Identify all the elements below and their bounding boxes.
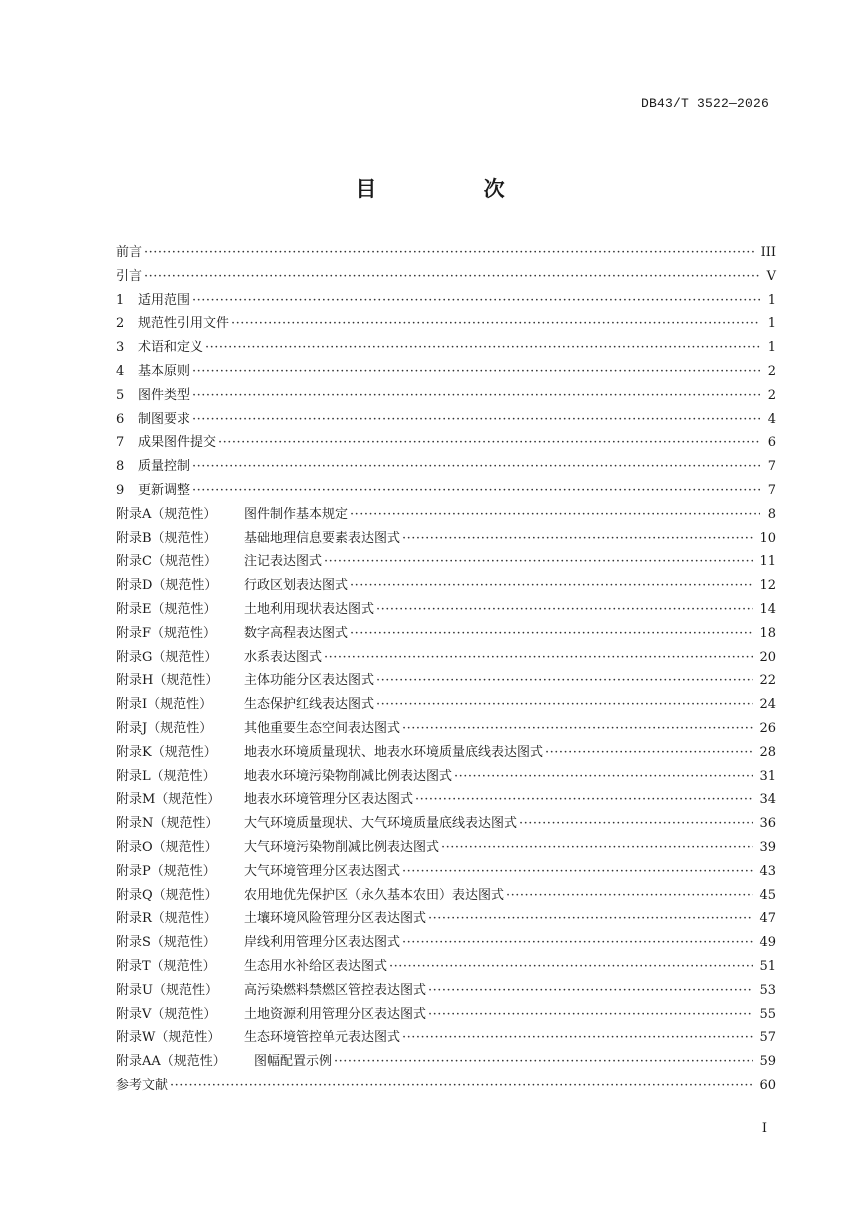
toc-entry[interactable] bbox=[116, 360, 776, 384]
toc-appendix-label: 附录B（规范性） bbox=[116, 530, 217, 546]
toc-entry[interactable] bbox=[116, 1074, 776, 1098]
toc-entry-title: 地表水环境质量现状、地表水环境质量底线表达图式 bbox=[244, 744, 544, 760]
toc-leader-dots bbox=[454, 769, 753, 784]
toc-chapter-number: 3 bbox=[116, 340, 125, 356]
toc-appendix-label: 附录I（规范性） bbox=[116, 697, 213, 713]
toc-entry[interactable] bbox=[116, 1003, 776, 1027]
toc-entry[interactable] bbox=[116, 693, 776, 717]
toc-appendix-label: 附录D（规范性） bbox=[116, 578, 218, 594]
toc-leader-dots bbox=[376, 602, 753, 617]
toc-appendix-label: 附录M（规范性） bbox=[116, 792, 221, 808]
toc-entry-title: 成果图件提交 bbox=[138, 435, 217, 451]
toc-page-number: 60 bbox=[759, 1077, 776, 1093]
toc-entry[interactable] bbox=[116, 479, 776, 503]
toc-leader-dots bbox=[428, 911, 753, 926]
toc-entry-title: 数字高程表达图式 bbox=[244, 625, 349, 641]
toc-appendix-label: 附录V（规范性） bbox=[116, 1006, 217, 1022]
toc-entry[interactable] bbox=[116, 455, 776, 479]
toc-entry-title: 其他重要生态空间表达图式 bbox=[244, 720, 401, 736]
toc-appendix-label: 附录S（规范性） bbox=[116, 935, 216, 951]
toc-appendix-label: 附录Q（规范性） bbox=[116, 887, 218, 903]
toc-appendix-label: 附录G（规范性） bbox=[116, 649, 218, 665]
toc-leader-dots bbox=[376, 673, 753, 688]
toc-leader-dots bbox=[192, 459, 760, 474]
toc-appendix-label: 附录K（规范性） bbox=[116, 744, 217, 760]
toc-entry-title: 水系表达图式 bbox=[244, 649, 323, 665]
toc-page-number: 1 bbox=[767, 340, 776, 356]
toc-page-number: 18 bbox=[759, 625, 776, 641]
toc-appendix-label: 附录N（规范性） bbox=[116, 816, 219, 832]
toc-entry-title: 引言 bbox=[116, 268, 143, 284]
toc-entry-title: 土地利用现状表达图式 bbox=[244, 601, 375, 617]
toc-leader-dots bbox=[402, 721, 753, 736]
toc-title: 目 次 bbox=[355, 177, 555, 201]
toc-entry[interactable] bbox=[116, 289, 776, 313]
toc-page-number: 26 bbox=[759, 720, 776, 736]
toc-chapter-number: 6 bbox=[116, 411, 125, 427]
toc-entry[interactable] bbox=[116, 265, 776, 289]
toc-chapter-number: 2 bbox=[116, 316, 125, 332]
toc-leader-dots bbox=[428, 1007, 753, 1022]
toc-appendix-label: 附录W（规范性） bbox=[116, 1030, 221, 1046]
toc-entry[interactable] bbox=[116, 1050, 776, 1074]
toc-entry[interactable] bbox=[116, 646, 776, 670]
toc-page-number: 20 bbox=[759, 649, 776, 665]
toc-leader-dots bbox=[376, 697, 753, 712]
toc-page-number: 7 bbox=[767, 459, 776, 475]
toc-entry[interactable] bbox=[116, 550, 776, 574]
toc-entry-title: 生态用水补给区表达图式 bbox=[244, 958, 388, 974]
toc-leader-dots bbox=[192, 388, 760, 403]
toc-page-number: 2 bbox=[767, 387, 776, 403]
toc-chapter-number: 1 bbox=[116, 292, 125, 308]
toc-leader-dots bbox=[324, 554, 753, 569]
toc-entry[interactable] bbox=[116, 788, 776, 812]
toc-entry[interactable] bbox=[116, 907, 776, 931]
toc-page-number: 7 bbox=[767, 482, 776, 498]
toc-entry[interactable] bbox=[116, 408, 776, 432]
toc-entry[interactable] bbox=[116, 622, 776, 646]
toc-appendix-label: 附录C（规范性） bbox=[116, 554, 217, 570]
toc-appendix-label: 附录F（规范性） bbox=[116, 625, 217, 641]
toc-leader-dots bbox=[170, 1078, 753, 1093]
toc-page-number: 1 bbox=[767, 292, 776, 308]
toc-leader-dots bbox=[350, 507, 760, 522]
toc-entry-title: 大气环境质量现状、大气环境质量底线表达图式 bbox=[244, 816, 518, 832]
toc-leader-dots bbox=[389, 959, 753, 974]
toc-entry-title: 制图要求 bbox=[138, 411, 191, 427]
toc-entry-title: 岸线利用管理分区表达图式 bbox=[244, 935, 401, 951]
toc-entry[interactable] bbox=[116, 765, 776, 789]
toc-appendix-label: 附录A（规范性） bbox=[116, 506, 217, 522]
toc-entry[interactable] bbox=[116, 312, 776, 336]
toc-page-number: 59 bbox=[759, 1054, 776, 1070]
toc-page-number: 34 bbox=[759, 792, 776, 808]
toc-leader-dots bbox=[192, 483, 760, 498]
toc-leader-dots bbox=[402, 935, 753, 950]
toc-entry[interactable] bbox=[116, 384, 776, 408]
toc-appendix-label: 附录O（规范性） bbox=[116, 839, 218, 855]
toc-leader-dots bbox=[519, 816, 753, 831]
toc-page-number: 1 bbox=[767, 316, 776, 332]
toc-appendix-label: 附录R（规范性） bbox=[116, 911, 217, 927]
toc-page-number: 4 bbox=[767, 411, 776, 427]
toc-entry-title: 大气环境污染物削减比例表达图式 bbox=[244, 839, 440, 855]
toc-entry[interactable] bbox=[116, 979, 776, 1003]
toc-page-number: 24 bbox=[759, 697, 776, 713]
toc-page-number: 22 bbox=[759, 673, 776, 689]
toc-leader-dots bbox=[402, 531, 753, 546]
toc-entry-title: 行政区划表达图式 bbox=[244, 578, 349, 594]
toc-entry[interactable] bbox=[116, 669, 776, 693]
toc-leader-dots bbox=[506, 888, 753, 903]
toc-entry-title: 生态环境管控单元表达图式 bbox=[244, 1030, 401, 1046]
toc-entry-title: 大气环境管理分区表达图式 bbox=[244, 863, 401, 879]
toc-leader-dots bbox=[218, 435, 760, 450]
toc-page-number: 36 bbox=[759, 816, 776, 832]
toc-leader-dots bbox=[402, 864, 753, 879]
toc-page-number: 49 bbox=[759, 935, 776, 951]
toc-entry-title: 基础地理信息要素表达图式 bbox=[244, 530, 401, 546]
toc-leader-dots bbox=[350, 626, 753, 641]
toc-entry-title: 土地资源利用管理分区表达图式 bbox=[244, 1006, 427, 1022]
toc-page-number: 2 bbox=[767, 363, 776, 379]
toc-page-number: 55 bbox=[759, 1006, 776, 1022]
toc-page-number: 12 bbox=[759, 578, 776, 594]
toc-entry-title: 图件类型 bbox=[138, 387, 191, 403]
toc-page-number: 43 bbox=[759, 863, 776, 879]
toc-leader-dots bbox=[231, 316, 760, 331]
toc-leader-dots bbox=[324, 650, 753, 665]
toc-entry[interactable] bbox=[116, 884, 776, 908]
table-of-contents bbox=[116, 241, 776, 1098]
toc-entry-title: 术语和定义 bbox=[138, 340, 204, 356]
toc-appendix-label: 附录J（规范性） bbox=[116, 720, 213, 736]
toc-entry-title: 土壤环境风险管理分区表达图式 bbox=[244, 911, 427, 927]
toc-appendix-label: 附录U（规范性） bbox=[116, 982, 218, 998]
toc-entry[interactable] bbox=[116, 598, 776, 622]
toc-entry[interactable] bbox=[116, 812, 776, 836]
toc-page-number: 10 bbox=[759, 530, 776, 546]
toc-chapter-number: 8 bbox=[116, 459, 125, 475]
toc-entry-title: 高污染燃料禁燃区管控表达图式 bbox=[244, 982, 427, 998]
toc-chapter-number: 5 bbox=[116, 387, 125, 403]
toc-page-number: 51 bbox=[759, 958, 776, 974]
toc-entry[interactable] bbox=[116, 860, 776, 884]
toc-page-number: III bbox=[760, 245, 776, 260]
toc-entry-title: 注记表达图式 bbox=[244, 554, 323, 570]
toc-page-number: V bbox=[766, 268, 776, 284]
toc-entry[interactable] bbox=[116, 574, 776, 598]
toc-appendix-label: 附录AA（规范性） bbox=[116, 1054, 226, 1070]
toc-appendix-label: 附录H（规范性） bbox=[116, 673, 219, 689]
toc-page-number: 57 bbox=[759, 1030, 776, 1046]
toc-entry-title: 地表水环境管理分区表达图式 bbox=[244, 792, 414, 808]
toc-entry[interactable] bbox=[116, 241, 776, 265]
toc-leader-dots bbox=[144, 269, 760, 284]
toc-entry-title: 参考文献 bbox=[116, 1077, 169, 1093]
toc-page-number: 8 bbox=[767, 506, 776, 522]
toc-entry-title: 更新调整 bbox=[138, 482, 191, 498]
toc-entry[interactable] bbox=[116, 955, 776, 979]
toc-entry-title: 质量控制 bbox=[138, 459, 191, 475]
toc-leader-dots bbox=[192, 293, 760, 308]
toc-entry[interactable] bbox=[116, 836, 776, 860]
toc-leader-dots bbox=[144, 245, 755, 260]
toc-appendix-label: 附录L（规范性） bbox=[116, 768, 216, 784]
toc-entry[interactable] bbox=[116, 931, 776, 955]
page-number: I bbox=[761, 1121, 767, 1136]
toc-entry-title: 基本原则 bbox=[138, 363, 191, 379]
toc-chapter-number: 9 bbox=[116, 482, 125, 498]
toc-page-number: 45 bbox=[759, 887, 776, 903]
toc-entry[interactable] bbox=[116, 503, 776, 527]
toc-leader-dots bbox=[545, 745, 753, 760]
toc-entry[interactable] bbox=[116, 717, 776, 741]
document-code: DB43/T 3522—2026 bbox=[640, 96, 769, 111]
toc-leader-dots bbox=[205, 340, 760, 355]
toc-page-number: 39 bbox=[759, 839, 776, 855]
toc-entry-title: 地表水环境污染物削减比例表达图式 bbox=[244, 768, 453, 784]
toc-leader-dots bbox=[192, 364, 760, 379]
toc-leader-dots bbox=[334, 1054, 753, 1069]
toc-entry-title: 主体功能分区表达图式 bbox=[244, 673, 375, 689]
toc-entry[interactable] bbox=[116, 527, 776, 551]
toc-page-number: 11 bbox=[759, 554, 776, 570]
toc-entry[interactable] bbox=[116, 336, 776, 360]
toc-entry-title: 农用地优先保护区（永久基本农田）表达图式 bbox=[244, 887, 505, 903]
toc-appendix-label: 附录T（规范性） bbox=[116, 958, 216, 974]
toc-entry[interactable] bbox=[116, 1026, 776, 1050]
toc-page-number: 6 bbox=[767, 435, 776, 451]
toc-entry-title: 图件制作基本规定 bbox=[244, 506, 349, 522]
toc-entry-title: 生态保护红线表达图式 bbox=[244, 697, 375, 713]
toc-leader-dots bbox=[415, 792, 753, 807]
toc-chapter-number: 4 bbox=[116, 363, 125, 379]
toc-page-number: 31 bbox=[759, 768, 776, 784]
toc-page-number: 53 bbox=[759, 982, 776, 998]
toc-leader-dots bbox=[350, 578, 753, 593]
toc-entry-title: 规范性引用文件 bbox=[138, 316, 230, 332]
toc-page-number: 28 bbox=[759, 744, 776, 760]
toc-entry-title: 适用范围 bbox=[138, 292, 191, 308]
toc-chapter-number: 7 bbox=[116, 435, 125, 451]
toc-page-number: 47 bbox=[759, 911, 776, 927]
toc-leader-dots bbox=[428, 983, 753, 998]
toc-page-number: 14 bbox=[759, 601, 776, 617]
toc-leader-dots bbox=[402, 1030, 753, 1045]
toc-entry-title: 图幅配置示例 bbox=[254, 1054, 333, 1070]
toc-leader-dots bbox=[192, 412, 760, 427]
toc-entry-title: 前言 bbox=[116, 245, 143, 260]
toc-entry[interactable] bbox=[116, 431, 776, 455]
toc-entry[interactable] bbox=[116, 741, 776, 765]
toc-leader-dots bbox=[441, 840, 753, 855]
toc-appendix-label: 附录P（规范性） bbox=[116, 863, 216, 879]
toc-appendix-label: 附录E（规范性） bbox=[116, 601, 217, 617]
